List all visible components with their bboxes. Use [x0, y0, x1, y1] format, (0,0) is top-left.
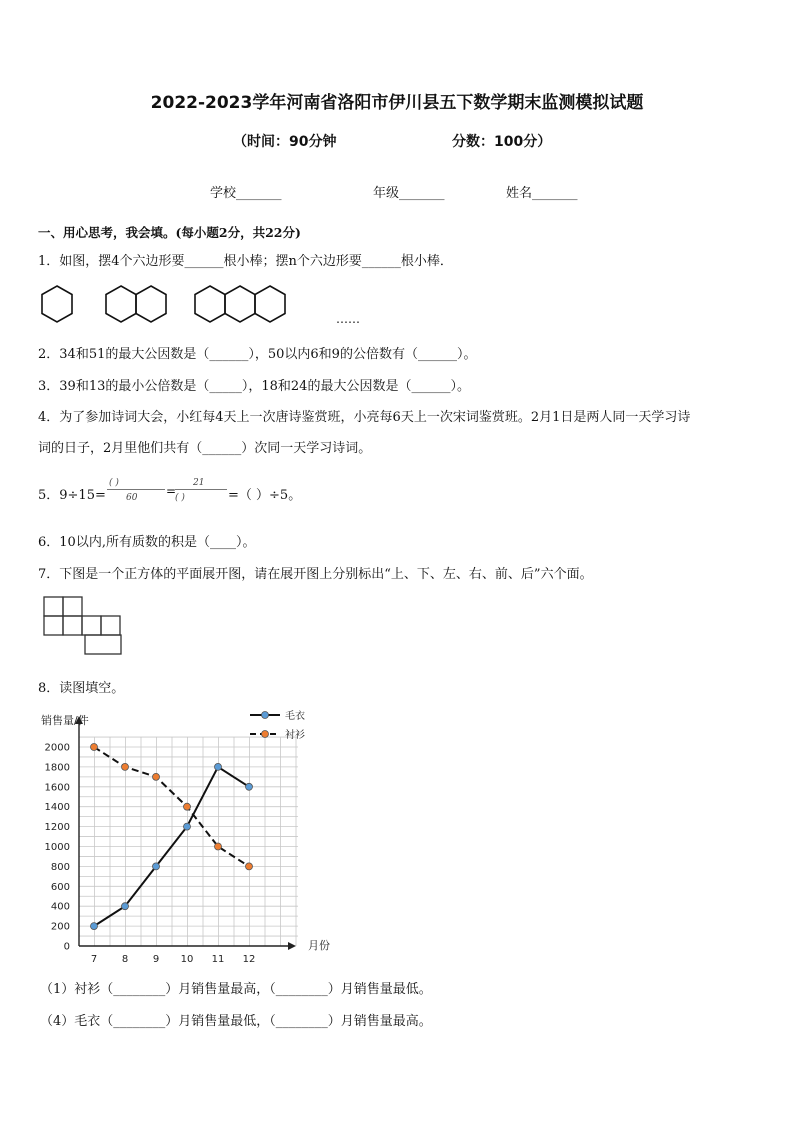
question-4-line2: 词的日子，2月里他们共有（______）次同一天学习诗词。	[38, 441, 372, 456]
x-axis-label: 月份	[308, 939, 330, 952]
fraction1-numerator: ( )	[109, 478, 119, 488]
hexagon-figure	[38, 284, 358, 332]
y-tick-label: 2000	[44, 742, 70, 754]
legend-label-1: 衬衫	[285, 730, 305, 741]
net-face-4	[63, 616, 82, 635]
y-tick-label: 1400	[44, 802, 70, 814]
x-tick-label: 9	[152, 954, 160, 965]
x-tick-label: 10	[180, 954, 194, 965]
ellipsis: ……	[336, 312, 360, 326]
fraction2-numerator: 21	[193, 478, 205, 488]
y-tick-label: 1200	[44, 822, 70, 834]
name-field[interactable]: 姓名_______	[506, 186, 578, 201]
hexagon-3a	[195, 286, 225, 322]
fraction2-denominator: ( )	[175, 493, 185, 503]
question-5-suffix: =（ ）÷5。	[228, 488, 302, 503]
data-point-1	[153, 773, 160, 780]
net-face-6	[101, 616, 120, 635]
section-heading: 一、用心思考，我会填。(每小题2分，共22分)	[38, 225, 301, 240]
data-point-0	[215, 763, 222, 770]
fraction1-denominator: 60	[126, 493, 138, 503]
x-tick-label: 11	[211, 954, 225, 965]
school-field[interactable]: 学校_______	[210, 186, 282, 201]
question-8: 8．读图填空。	[38, 681, 125, 696]
y-tick-label: 800	[50, 861, 70, 873]
y-tick-label: 600	[50, 881, 70, 893]
question-3: 3．39和13的最小公倍数是（_____），18和24的最大公因数是（______）。	[38, 379, 470, 394]
data-point-0	[91, 923, 98, 930]
data-point-1	[184, 803, 191, 810]
legend-label-0: 毛衣	[285, 711, 305, 722]
data-point-0	[122, 903, 129, 910]
y-tick-label: 1000	[44, 842, 70, 853]
data-point-1	[122, 763, 129, 770]
hexagon-2b	[136, 286, 166, 322]
fraction1-bar	[107, 489, 165, 490]
question-6: 6．10以内,所有质数的积是（____）。	[38, 535, 256, 550]
exam-score: 分数：100分）	[452, 134, 552, 150]
question-1: 1．如图，摆4个六边形要______根小棒；摆n个六边形要______根小棒．	[38, 254, 453, 269]
y-axis-label: 销售量/件	[41, 714, 89, 727]
question-7: 7．下图是一个正方体的平面展开图，请在展开图上分别标出“上、下、左、右、前、后”六个面。	[38, 567, 593, 582]
exam-time: （时间：90分钟	[233, 134, 337, 150]
net-face-3	[44, 616, 63, 635]
data-point-1	[215, 843, 222, 850]
y-tick-label: 400	[50, 901, 70, 913]
net-face-5	[82, 616, 101, 635]
data-point-0	[153, 863, 160, 870]
legend-marker-0	[262, 712, 269, 719]
net-face-2	[63, 597, 82, 616]
y-tick-label: 1800	[44, 762, 70, 774]
legend-marker-1	[262, 731, 269, 738]
hexagon-1	[42, 286, 72, 322]
grade-field[interactable]: 年级_______	[373, 186, 445, 201]
question-5-prefix: 5．9÷15=	[38, 488, 106, 503]
page-title: 2022-2023学年河南省洛阳市伊川县五下数学期末监测模拟试题	[150, 93, 644, 113]
x-tick-label: 7	[90, 954, 98, 965]
data-point-0	[184, 823, 191, 830]
sales-line-chart	[30, 704, 350, 965]
y-tick-label: 1600	[44, 782, 70, 794]
cube-net	[40, 594, 130, 660]
fraction2-bar	[175, 489, 227, 490]
question-4-line1: 4．为了参加诗词大会，小红每4天上一次唐诗鉴赏班，小亮每6天上一次宋词鉴赏班。2月1日是两人同一天学习诗	[38, 410, 691, 425]
y-tick-label: 200	[50, 921, 70, 933]
x-axis-arrow	[288, 942, 296, 950]
data-point-1	[246, 863, 253, 870]
question-8-part4: （4）毛衣（________）月销售量最低，（________）月销售量最高。	[40, 1014, 432, 1029]
y-tick-label: 0	[63, 941, 70, 953]
question-8-part1: （1）衬衫（________）月销售量最高，（________）月销售量最低。	[40, 982, 432, 997]
x-tick-label: 8	[121, 954, 129, 965]
question-2: 2．34和51的最大公因数是（______），50以内6和9的公倍数有（______）。	[38, 347, 477, 362]
data-point-0	[246, 783, 253, 790]
net-face-7	[85, 635, 121, 654]
data-point-1	[91, 744, 98, 751]
equals-sign: =	[166, 484, 177, 498]
x-tick-label: 12	[242, 954, 256, 965]
hexagon-2a	[106, 286, 136, 322]
hexagon-3c	[255, 286, 285, 322]
hexagon-3b	[225, 286, 255, 322]
net-face-1	[44, 597, 63, 616]
